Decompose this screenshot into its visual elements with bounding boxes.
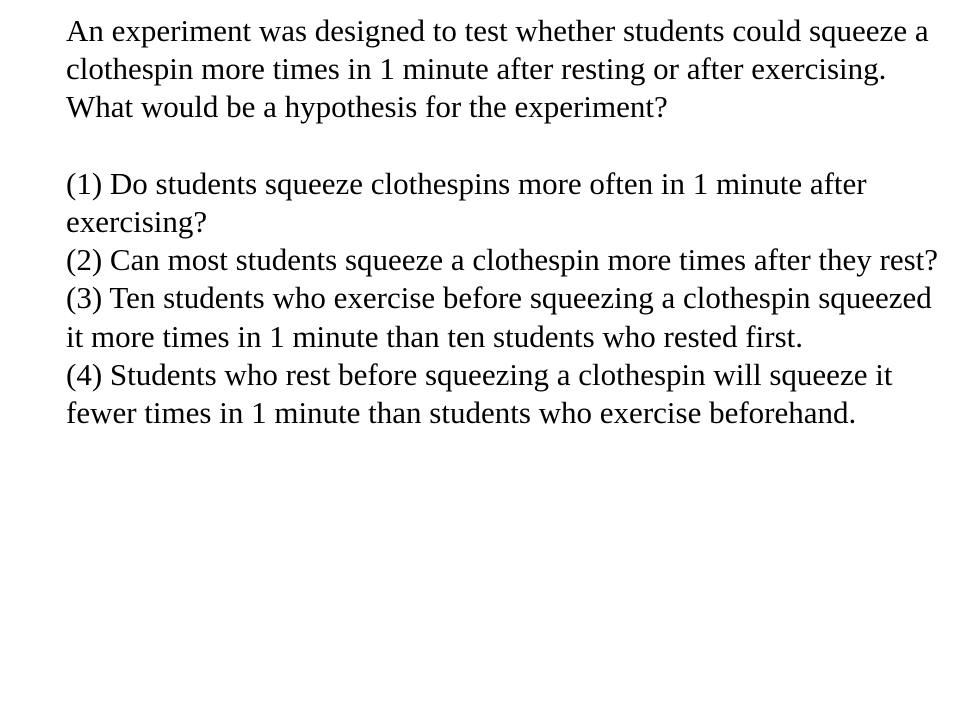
spacer bbox=[66, 127, 950, 165]
question-text: An experiment was designed to test whether students could squeeze a clothespin more times in 1 minute after resting or after exercising. What would be a hypothesis for the experiment? bbox=[66, 13, 929, 125]
answer-option-4: (4) Students who rest before squeezing a clothespin will squeeze it fewer times in 1 minute than students who exercise beforehand. bbox=[66, 356, 893, 431]
answer-options bbox=[66, 165, 950, 432]
question-slide bbox=[66, 12, 950, 432]
answer-option-1: (1) Do students squeeze clothespins more often in 1 minute after exercising? bbox=[66, 165, 867, 239]
answer-option-3: (3) Ten students who exercise before squeezing a clothespin squeezed it more times in 1 minute than ten students who rested first. bbox=[66, 280, 932, 354]
answer-option-2: (2) Can most students squeeze a clothespin more times after they rest? bbox=[66, 242, 939, 278]
